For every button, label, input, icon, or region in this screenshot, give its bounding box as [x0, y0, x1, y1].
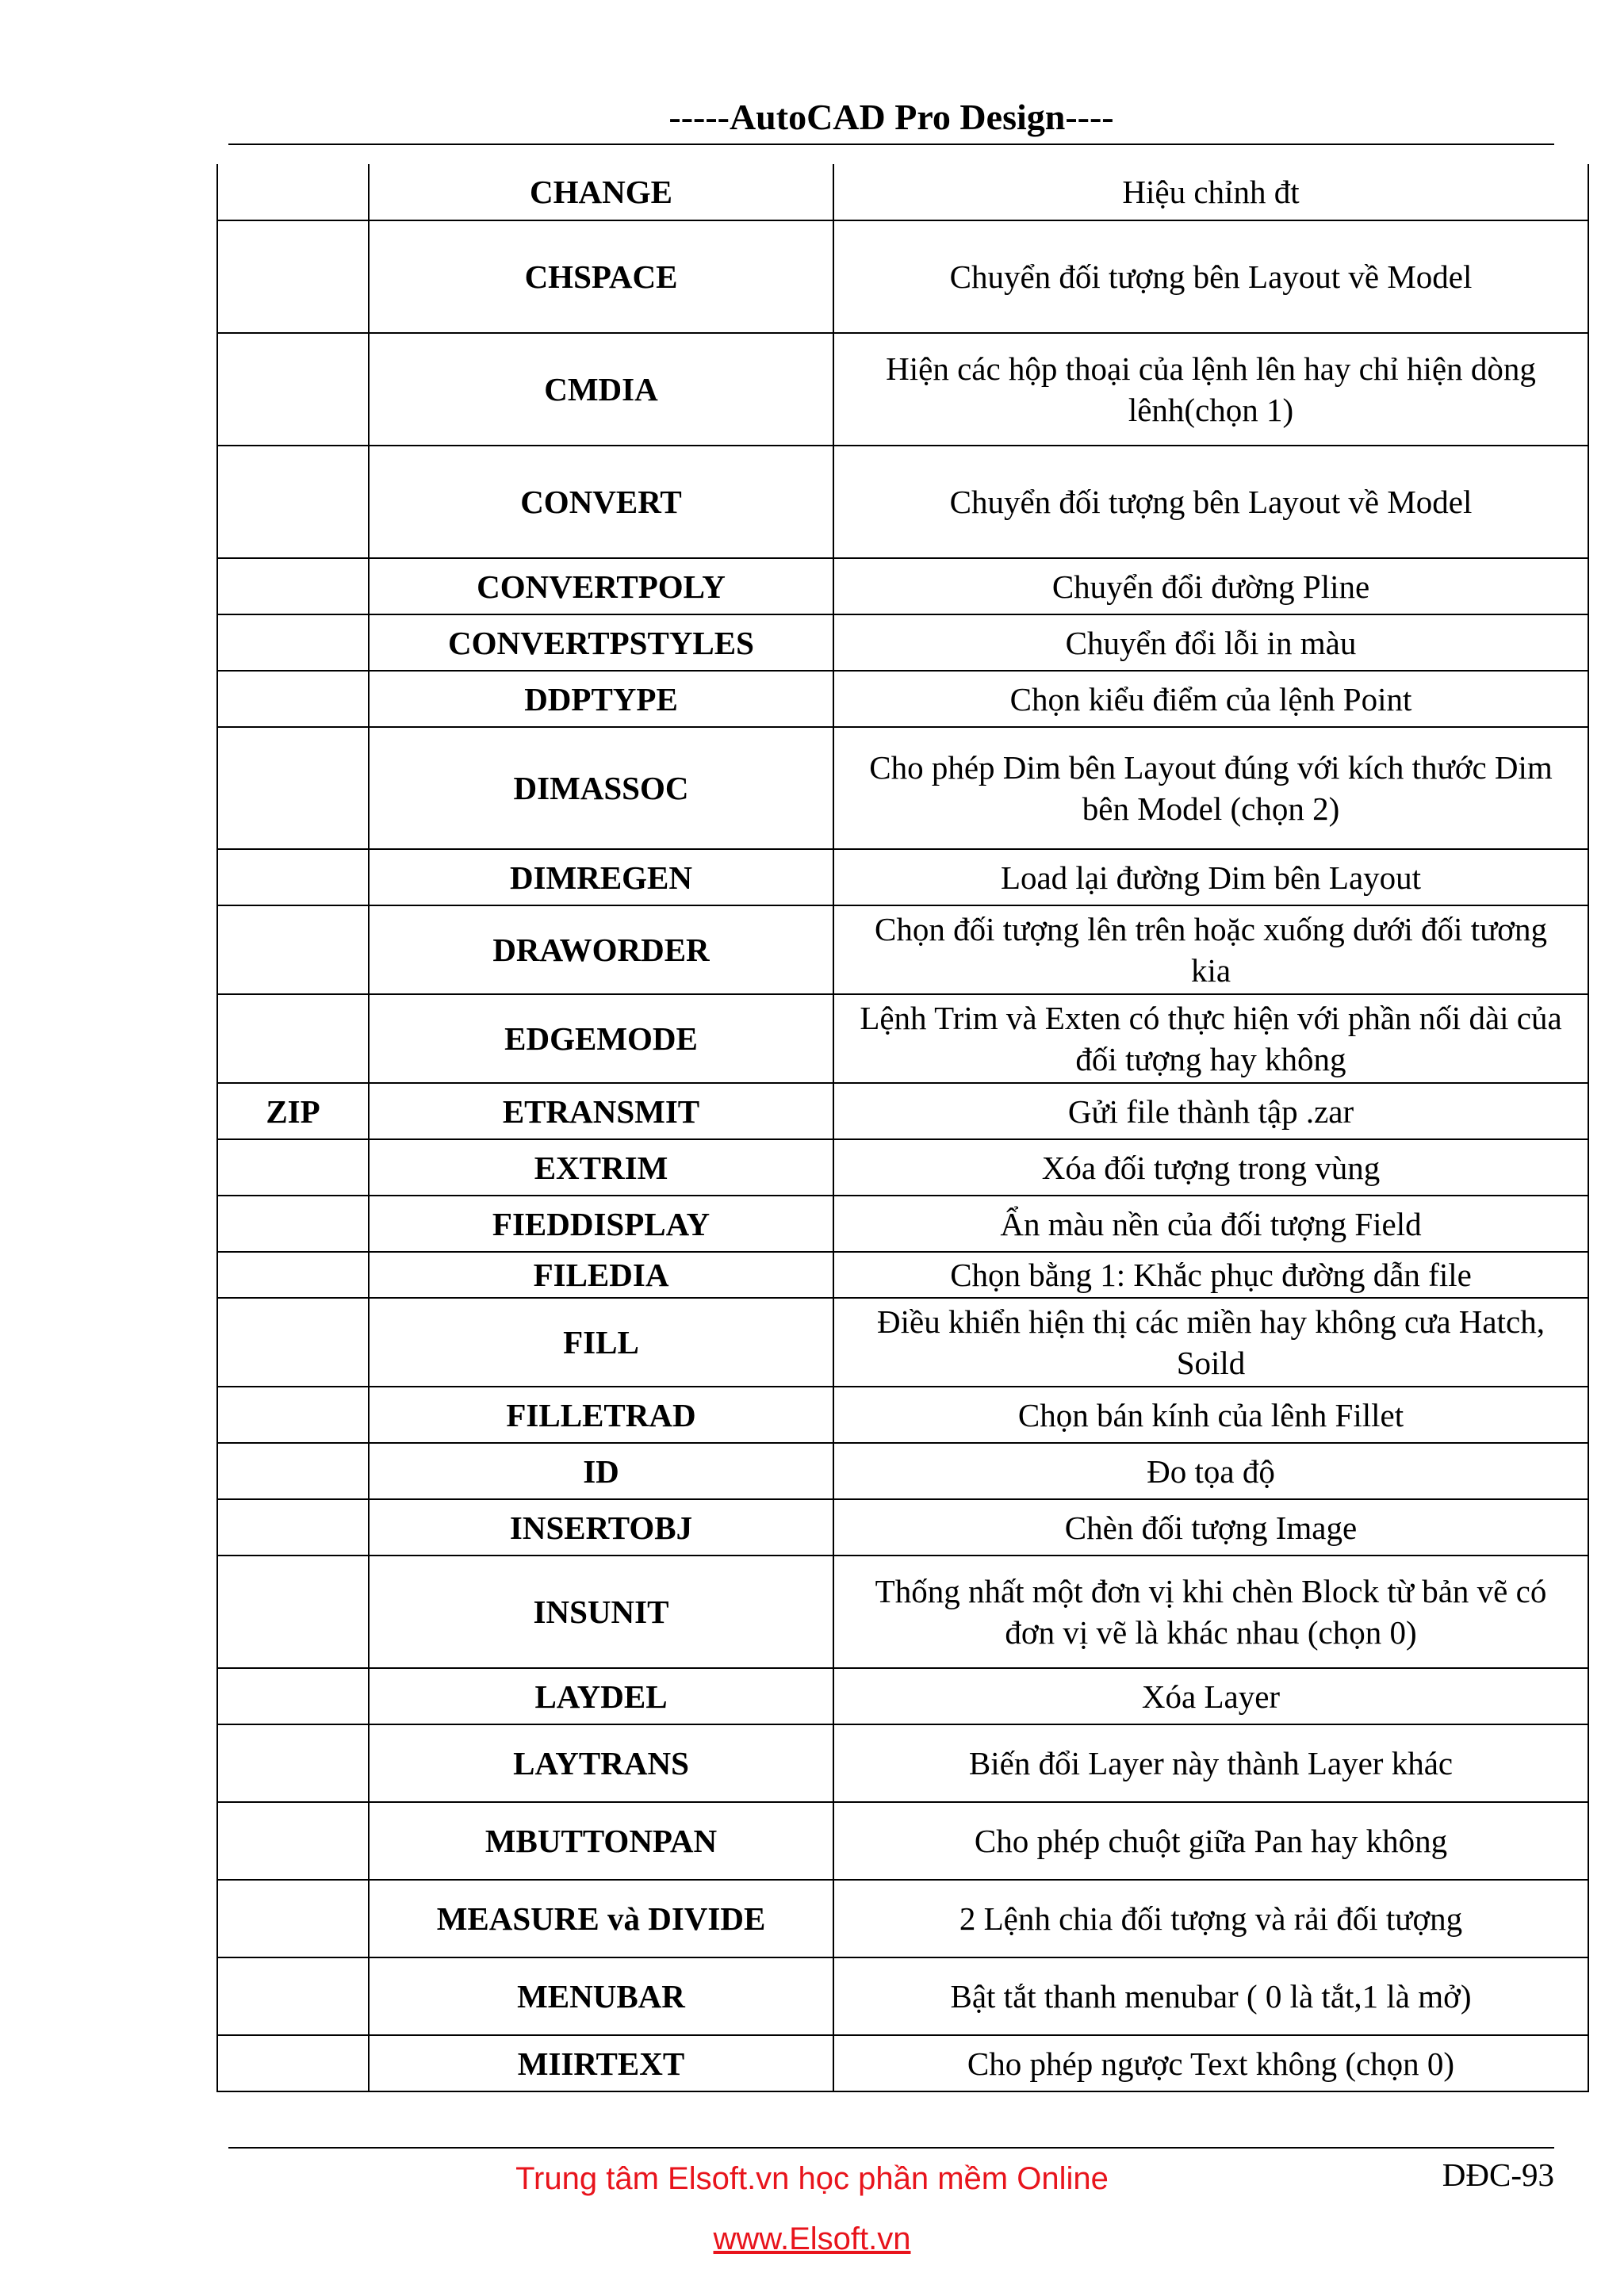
table-row	[217, 1880, 1588, 1957]
command-alias-cell	[217, 1668, 369, 1724]
table-row	[217, 1196, 1588, 1252]
command-name-cell: CONVERTPOLY	[369, 558, 833, 614]
command-description-cell: Chuyển đối tượng bên Layout về Model	[833, 446, 1588, 558]
command-description-cell: Chọn bằng 1: Khắc phục đường dẫn file	[833, 1252, 1588, 1298]
command-alias-cell	[217, 1387, 369, 1443]
table-row	[217, 1387, 1588, 1443]
command-alias-cell	[217, 1139, 369, 1196]
command-description-cell: Lệnh Trim và Exten có thực hiện với phần nối dài của đối tượng hay không	[833, 994, 1588, 1083]
command-description-cell: 2 Lệnh chia đối tượng và rải đối tượng	[833, 1880, 1588, 1957]
command-description-cell: Hiện các hộp thoại của lệnh lên hay chỉ hiện dòng lênh(chọn 1)	[833, 333, 1588, 446]
table-row	[217, 1802, 1588, 1880]
command-name-cell: ID	[369, 1443, 833, 1499]
table-row	[217, 1443, 1588, 1499]
command-description-cell: Load lại đường Dim bên Layout	[833, 849, 1588, 905]
command-name-cell: FIEDDISPLAY	[369, 1196, 833, 1252]
command-name-cell: CONVERT	[369, 446, 833, 558]
command-description-cell: Đo tọa độ	[833, 1443, 1588, 1499]
table-row	[217, 905, 1588, 994]
command-description-cell: Cho phép chuột giữa Pan hay không	[833, 1802, 1588, 1880]
command-description-cell: Chọn kiểu điểm của lệnh Point	[833, 671, 1588, 727]
command-name-cell: LAYDEL	[369, 1668, 833, 1724]
command-name-cell: MENUBAR	[369, 1957, 833, 2035]
command-name-cell: LAYTRANS	[369, 1724, 833, 1802]
command-name-cell: FILL	[369, 1298, 833, 1387]
table-row	[217, 1724, 1588, 1802]
command-name-cell: EDGEMODE	[369, 994, 833, 1083]
page-number: DĐC-93	[1442, 2156, 1554, 2193]
command-description-cell: Chèn đối tượng Image	[833, 1499, 1588, 1556]
command-description-cell: Chuyển đối tượng bên Layout về Model	[833, 220, 1588, 333]
command-name-cell: CONVERTPSTYLES	[369, 614, 833, 671]
command-alias-cell	[217, 905, 369, 994]
footer-divider	[228, 2147, 1554, 2149]
command-alias-cell	[217, 164, 369, 220]
command-description-cell: Chuyển đổi đường Pline	[833, 558, 1588, 614]
table-row	[217, 1298, 1588, 1387]
command-name-cell: MEASURE và DIVIDE	[369, 1880, 833, 1957]
command-description-cell: Cho phép Dim bên Layout đúng với kích thước Dim bên Model (chọn 2)	[833, 727, 1588, 849]
table-row	[217, 727, 1588, 849]
table-row	[217, 1499, 1588, 1556]
command-alias-cell	[217, 671, 369, 727]
command-description-cell: Chuyển đổi lỗi in màu	[833, 614, 1588, 671]
command-description-cell: Chọn bán kính của lênh Fillet	[833, 1387, 1588, 1443]
command-alias-cell: ZIP	[217, 1083, 369, 1139]
command-alias-cell	[217, 1196, 369, 1252]
command-name-cell: INSUNIT	[369, 1556, 833, 1668]
table-row	[217, 333, 1588, 446]
table-row	[217, 994, 1588, 1083]
command-description-cell: Bật tắt thanh menubar ( 0 là tắt,1 là mở)	[833, 1957, 1588, 2035]
command-description-cell: Xóa Layer	[833, 1668, 1588, 1724]
table-row	[217, 446, 1588, 558]
command-alias-cell	[217, 727, 369, 849]
command-name-cell: INSERTOBJ	[369, 1499, 833, 1556]
command-alias-cell	[217, 1957, 369, 2035]
command-name-cell: MBUTTONPAN	[369, 1802, 833, 1880]
command-name-cell: FILLETRAD	[369, 1387, 833, 1443]
footer-website-link[interactable]: www.Elsoft.vn	[713, 2221, 911, 2256]
command-name-cell: DDPTYPE	[369, 671, 833, 727]
command-alias-cell	[217, 1252, 369, 1298]
table-row	[217, 671, 1588, 727]
command-name-cell: CMDIA	[369, 333, 833, 446]
command-alias-cell	[217, 614, 369, 671]
command-alias-cell	[217, 1880, 369, 1957]
table-row	[217, 220, 1588, 333]
command-description-cell: Hiệu chỉnh đt	[833, 164, 1588, 220]
table-row	[217, 849, 1588, 905]
command-description-cell: Điều khiển hiện thị các miền hay không cưa Hatch, Soild	[833, 1298, 1588, 1387]
command-description-cell: Chọn đối tượng lên trên hoặc xuống dưới đối tương kia	[833, 905, 1588, 994]
table-row	[217, 1668, 1588, 1724]
command-alias-cell	[217, 994, 369, 1083]
command-alias-cell	[217, 1802, 369, 1880]
command-alias-cell	[217, 1443, 369, 1499]
command-description-cell: Ẩn màu nền của đối tượng Field	[833, 1196, 1588, 1252]
command-description-cell: Cho phép ngược Text không (chọn 0)	[833, 2035, 1588, 2091]
command-alias-cell	[217, 558, 369, 614]
table-row	[217, 558, 1588, 614]
command-alias-cell	[217, 446, 369, 558]
command-name-cell: FILEDIA	[369, 1252, 833, 1298]
command-alias-cell	[217, 849, 369, 905]
header-divider	[228, 144, 1554, 145]
command-alias-cell	[217, 2035, 369, 2091]
command-alias-cell	[217, 1556, 369, 1668]
command-description-cell: Xóa đối tượng trong vùng	[833, 1139, 1588, 1196]
command-name-cell: EXTRIM	[369, 1139, 833, 1196]
command-alias-cell	[217, 1724, 369, 1802]
table-row	[217, 1083, 1588, 1139]
command-alias-cell	[217, 1298, 369, 1387]
command-name-cell: DIMASSOC	[369, 727, 833, 849]
footer-center-name: Trung tâm Elsoft.vn học phần mềm Online	[515, 2161, 1109, 2196]
command-table	[216, 164, 1589, 2092]
table-row	[217, 1957, 1588, 2035]
command-description-cell: Biến đổi Layer này thành Layer khác	[833, 1724, 1588, 1802]
command-name-cell: CHSPACE	[369, 220, 833, 333]
table-row	[217, 1556, 1588, 1668]
command-alias-cell	[217, 333, 369, 446]
table-row	[217, 2035, 1588, 2091]
command-name-cell: DRAWORDER	[369, 905, 833, 994]
command-alias-cell	[217, 1499, 369, 1556]
command-description-cell: Thống nhất một đơn vị khi chèn Block từ bản vẽ có đơn vị vẽ là khác nhau (chọn 0)	[833, 1556, 1588, 1668]
table-row	[217, 1252, 1588, 1298]
command-description-cell: Gửi file thành tập .zar	[833, 1083, 1588, 1139]
page-header-title: -----AutoCAD Pro Design----	[668, 97, 1114, 137]
command-name-cell: ETRANSMIT	[369, 1083, 833, 1139]
table-row	[217, 1139, 1588, 1196]
command-name-cell: CHANGE	[369, 164, 833, 220]
command-name-cell: DIMREGEN	[369, 849, 833, 905]
table-row	[217, 614, 1588, 671]
table-row	[217, 164, 1588, 220]
command-alias-cell	[217, 220, 369, 333]
command-name-cell: MIIRTEXT	[369, 2035, 833, 2091]
